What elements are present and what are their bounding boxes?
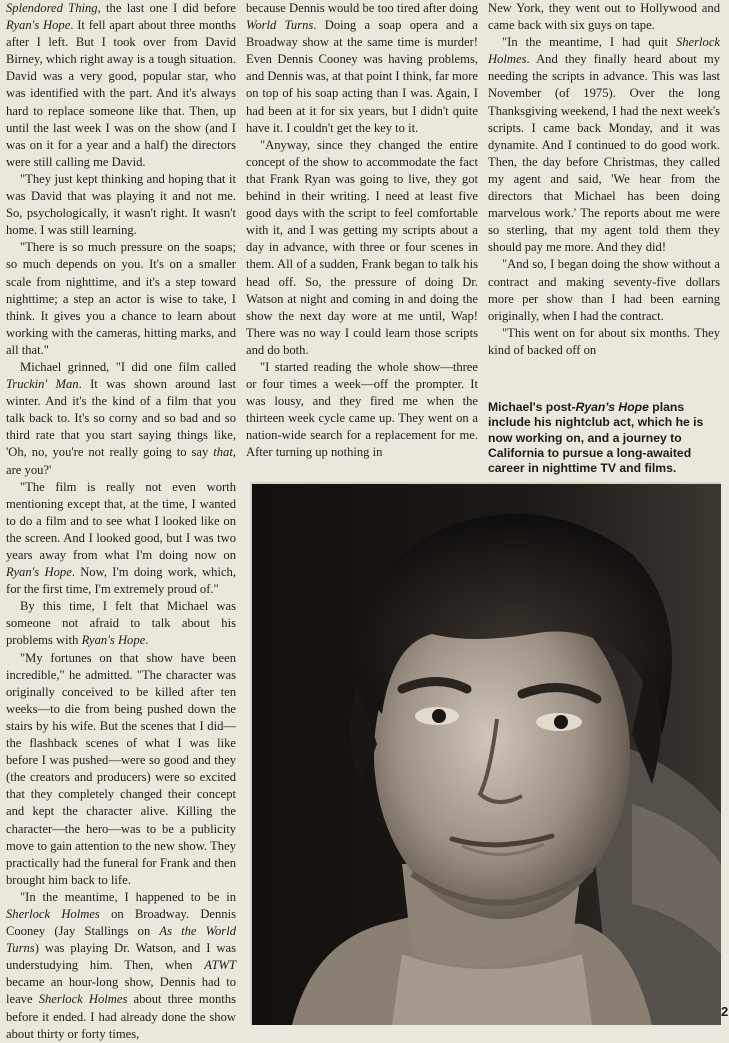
article-column-1: [6, 0, 237, 1041]
text-run: New York, they went out to Hollywood and came back with six guys on tape.: [488, 1, 720, 33]
text-run: "I started reading the whole show—three or four times a week—off the prompter. It was lousy, and they fired me when the thirteen week cycle came up. They went on a nation-wide search for a replacement for me. After turning up nothing in: [246, 359, 478, 460]
portrait-illustration: [252, 484, 721, 1025]
text-run: Michael grinned, "I did one film called: [20, 359, 236, 374]
text-run: "In the meantime, I had quit: [502, 35, 676, 50]
text-run: became an hour-long show, Dennis had to leave: [6, 975, 236, 1007]
italic-title: Sherlock Holmes: [38, 992, 128, 1007]
paragraph: [6, 889, 236, 1043]
paragraph: [6, 650, 236, 889]
paragraph: [488, 325, 720, 359]
text-run: , the last one I did before: [97, 1, 237, 15]
text-run: By this time, I felt that Michael was someone not afraid to talk about his problems with: [6, 599, 236, 648]
text-run: . It fell apart about three months after I left. But I took over from David Birney, which right away is a tough situation. David was a very good, popular star, who was identified with the part. And it's always hard to replace someone like that. Then, up until the last week I was on the show (and I was on it for a year and a half) the directors were still calling me David.: [6, 18, 237, 169]
italic-title: Ryan's Hope: [575, 400, 649, 414]
text-run: "And so, I began doing the show without a contract and making seventy-five dollars more per show than I had been earning originally, when I had the contract.: [488, 257, 720, 323]
italic-title: Ryan's Hope: [6, 565, 72, 580]
text-run: on Broadway. Dennis Cooney (Jay Stallings on: [6, 906, 236, 939]
paragraph: [246, 0, 478, 137]
text-run: "My fortunes on that show have been incredible," he admitted. "The character was originally conceived to be killed after ten weeks—to die from being pushed down the stairs by his wife. But the scenes that I did—the flashback scenes of what I was like before I was pushed—were so good and they (the creators and producers) were so excited that they completely changed their concept and kept the character alive. Killing the character—the hero—was to be a publicity move to gain attention to the new show. They practically had the funeral for Frank and then brought him back to life.: [6, 650, 236, 887]
article-column-3: [488, 0, 720, 392]
italic-title: World Turns: [246, 18, 314, 33]
italic-title: As the World Turns: [6, 924, 236, 956]
paragraph: [246, 359, 478, 462]
text-run: "The film is really not even worth mentioning except that, at the time, I wanted to do a film and to see what I looked like on the screen. And I looked good, but I was two years away from what I'm doing now on: [6, 479, 236, 562]
paragraph: [246, 137, 478, 359]
paragraph: [6, 359, 236, 479]
paragraph: [6, 171, 236, 239]
text-run: "This went on for about six months. They kind of backed off on: [488, 325, 720, 357]
italic-title: Sherlock Holmes: [6, 906, 100, 921]
text-run: Michael's post-: [488, 400, 576, 414]
italic-title: Splendored Thing: [6, 1, 98, 15]
text-run: plans include his nightclub act, which he is now working on, and a journey to California to pursue a long-awaited career in nighttime TV and films.: [488, 400, 704, 476]
italic-title: Sherlock Holmes: [488, 35, 720, 67]
text-run: "Anyway, since they changed the entire concept of the show to accommodate the fact that Frank Ryan was going to live, they got behind in their writing. I need at least five good days with the script to feel comfortable with it, and I was getting my scripts about a day in advance, with three or four scenes in them. All of a sudden, Frank began to talk his head off. So, the pressure of doing Dr. Watson at night and coming in and doing the show the next day wore at me until, Wap! There was no way I could learn those scripts and do both.: [246, 137, 478, 357]
paragraph: [488, 256, 720, 324]
text-run: ) was playing Dr. Watson, and I was understudying him. Then, when: [6, 941, 236, 973]
italic-title: ATWT: [204, 958, 236, 973]
text-run: . Now, I'm doing work, which, for the first time, I'm extremely proud of.": [6, 565, 237, 597]
paragraph: [6, 239, 236, 359]
text-run: . It was shown around last winter. And it's the kind of a film that you talk back to. It's so corny and so bad and so third rate that you start saying things like, 'Oh, no, you're not really going to say: [6, 377, 236, 460]
italic-title: Ryan's Hope: [81, 633, 146, 648]
paragraph: [6, 598, 236, 649]
text-run: , are you?': [6, 445, 236, 477]
paragraph: [488, 34, 720, 256]
text-run: about three months before it ended. I had already done the show about thirty or forty times,: [6, 992, 236, 1041]
text-run: .: [145, 633, 149, 648]
text-run: . Doing a soap opera and a Broadway show at the same time is murder! Even Dennis Cooney was having problems, and Dennis was, at that point I think, far more on top of his soap acting than I was. Again, I had been at it for six years, but I didn't quite have it. I couldn't get the key to it.: [246, 18, 478, 135]
text-run: "In the meantime, I happened to be in: [20, 889, 236, 904]
text-run: because Dennis would be too tired after doing: [246, 1, 478, 15]
portrait-photo: [250, 482, 721, 1025]
italic-title: Truckin' Man: [6, 377, 79, 392]
paragraph: [488, 0, 720, 34]
paragraph: [6, 0, 236, 171]
text-run: "They just kept thinking and hoping that it was David that was playing it and not me. So, psychologically, it wasn't right. It wasn't home. I was still learning.: [6, 171, 236, 238]
text-run: . And they finally heard about my needing the scripts in advance. This was last November (of 1975). Over the long Thanksgiving weekend, I had the next week's scripts. I came back Monday, and it was dynamite. And I continued to do good work. Then, the day before Christmas, they called my agent and said, 'We hear from the directors that Michael has been doing marvelous work.' The reports about me were so sterling, that my agent told them they should pay me more. And they did!: [488, 52, 720, 255]
page-number: 2: [721, 1004, 729, 1019]
italic-title: Ryan's Hope: [6, 18, 71, 33]
italic-title: that: [213, 445, 233, 460]
text-run: "There is so much pressure on the soaps; so much depends on you. It's on a smaller scale from nighttime, and it's a step toward nighttime; a step an actor is wise to take, I think. It gives you a chance to learn about working with the cameras, hitting marks, and all that.": [6, 240, 236, 357]
photo-caption: [488, 400, 718, 476]
paragraph: [6, 479, 236, 599]
